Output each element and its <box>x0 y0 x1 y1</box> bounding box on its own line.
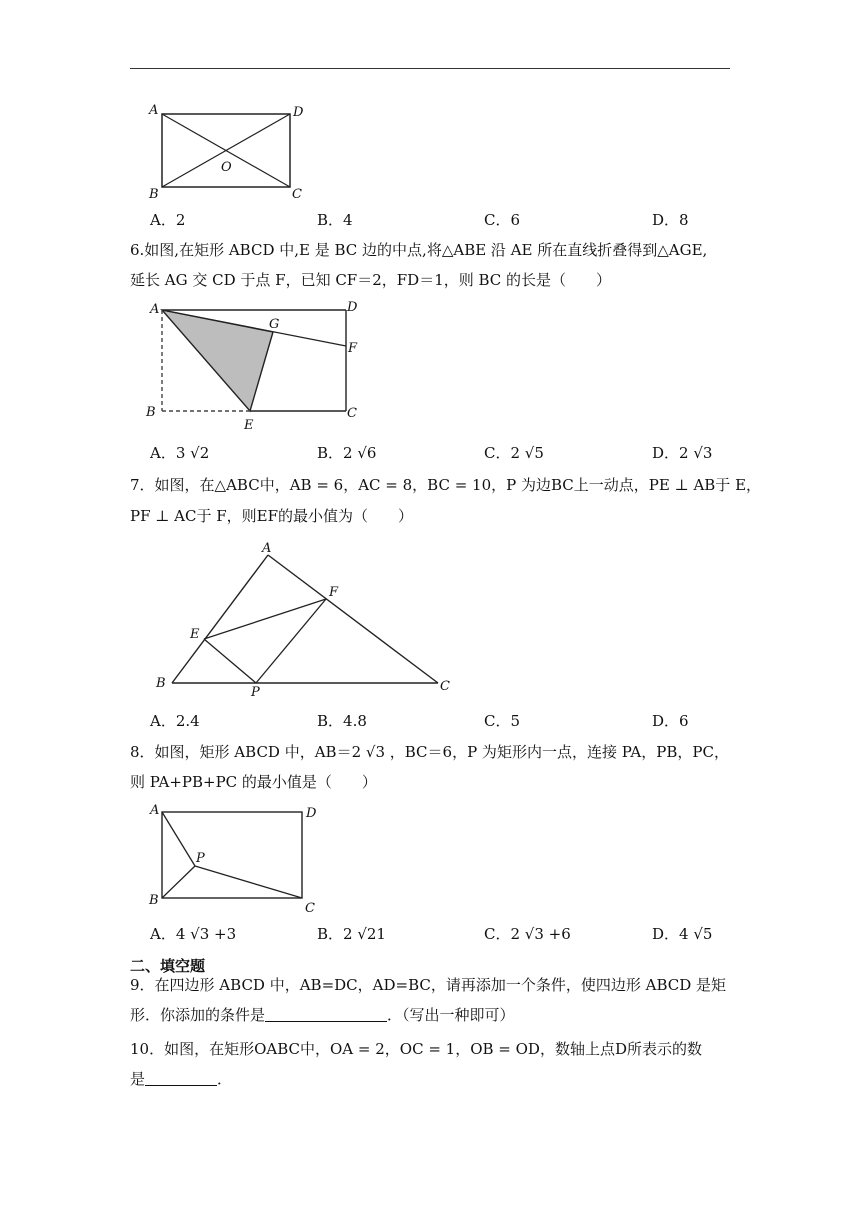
header-rule <box>130 68 730 69</box>
q6-text-line2: 延长 AG 交 CD 于点 F，已知 CF＝2，FD＝1，则 BC 的长是（ ） <box>130 271 612 289</box>
q6-option-c[interactable]: C．2 √5 <box>484 444 544 462</box>
q8-option-d[interactable]: D．4 √5 <box>652 925 713 943</box>
q5-option-a[interactable]: A．2 <box>150 211 186 229</box>
q10-line2-prefix: 是 <box>130 1070 146 1088</box>
q7-figure <box>150 535 460 700</box>
q5-options <box>150 209 710 231</box>
q8-option-c[interactable]: C．2 √3 +6 <box>484 925 571 943</box>
q5-label-a: A <box>149 103 159 118</box>
q7-label-b: B <box>156 676 166 691</box>
q6-label-a: A <box>150 302 160 317</box>
q7-label-e: E <box>190 627 200 642</box>
q9-answer-blank[interactable] <box>265 1005 387 1022</box>
q8-options <box>150 923 713 945</box>
q7-label-p: P <box>251 685 260 700</box>
q8-label-c: C <box>305 901 315 916</box>
q6-label-b: B <box>146 405 156 420</box>
q7-option-b[interactable]: B．4.8 <box>317 712 367 730</box>
q5-option-d[interactable]: D．8 <box>652 211 689 229</box>
q9-line2-prefix: 形．你添加的条件是 <box>130 1006 266 1024</box>
q10-text-line1: 10．如图，在矩形OABC中，OA = 2，OC = 1，OB = OD，数轴上点D所表示的数 <box>130 1040 702 1058</box>
q8-label-b: B <box>149 893 159 908</box>
q8-text-line1: 8．如图，矩形 ABCD 中，AB＝2 √3 ，BC＝6，P 为矩形内一点，连接 PA，PB，PC， <box>130 743 729 761</box>
q7-text-line1: 7．如图，在△ABC中，AB = 6，AC = 8，BC = 10，P 为边BC上一动点，PE ⊥ AB于 E， <box>130 476 762 494</box>
q6-options <box>150 442 713 464</box>
q5-label-o: O <box>221 160 232 175</box>
q7-option-d[interactable]: D．6 <box>652 712 689 730</box>
q6-label-e: E <box>244 418 254 433</box>
q6-text-line1: 6.如图,在矩形 ABCD 中,E 是 BC 边的中点,将△ABE 沿 AE 所在直线折叠得到△AGE, <box>130 241 708 259</box>
q9-text-line2 <box>130 1004 730 1026</box>
q6-option-d[interactable]: D．2 √3 <box>652 444 713 462</box>
q7-label-a: A <box>262 541 272 556</box>
q6-figure <box>140 295 370 435</box>
q6-label-g: G <box>269 317 280 332</box>
q8-option-a[interactable]: A．4 √3 +3 <box>150 925 237 943</box>
q5-label-b: B <box>149 187 159 202</box>
q10-text-line2 <box>130 1068 730 1090</box>
q6-label-d: D <box>347 300 358 315</box>
section-title-fill-in: 二、填空题 <box>130 957 206 975</box>
q8-text-line2: 则 PA+PB+PC 的最小值是（ ） <box>130 773 377 791</box>
q6-option-a[interactable]: A．3 √2 <box>150 444 210 462</box>
q10-answer-blank[interactable] <box>145 1069 217 1086</box>
q8-label-d: D <box>306 806 317 821</box>
q8-label-a: A <box>150 803 160 818</box>
q9-line2-suffix: ．（写出一种即可） <box>387 1006 515 1024</box>
q5-figure <box>140 100 320 205</box>
q9-text-line1: 9．在四边形 ABCD 中，AB=DC，AD=BC，请再添加一个条件，使四边形 ABCD 是矩 <box>130 976 727 994</box>
q7-label-c: C <box>440 679 450 694</box>
q5-option-c[interactable]: C．6 <box>484 211 521 229</box>
q7-option-a[interactable]: A．2.4 <box>150 712 200 730</box>
q7-option-c[interactable]: C．5 <box>484 712 521 730</box>
q6-option-b[interactable]: B．2 √6 <box>317 444 377 462</box>
q7-options <box>150 710 710 732</box>
q5-label-c: C <box>292 187 302 202</box>
q8-label-p: P <box>196 851 205 866</box>
q7-text-line2: PF ⊥ AC于 F，则EF的最小值为（ ） <box>130 507 413 525</box>
q10-line2-suffix: ． <box>217 1070 233 1088</box>
q6-label-c: C <box>347 406 357 421</box>
q6-label-f: F <box>348 341 358 356</box>
q8-figure <box>140 798 330 916</box>
q5-option-b[interactable]: B．4 <box>317 211 353 229</box>
q8-option-b[interactable]: B．2 √21 <box>317 925 386 943</box>
q7-label-f: F <box>329 585 339 600</box>
q5-label-d: D <box>293 105 304 120</box>
